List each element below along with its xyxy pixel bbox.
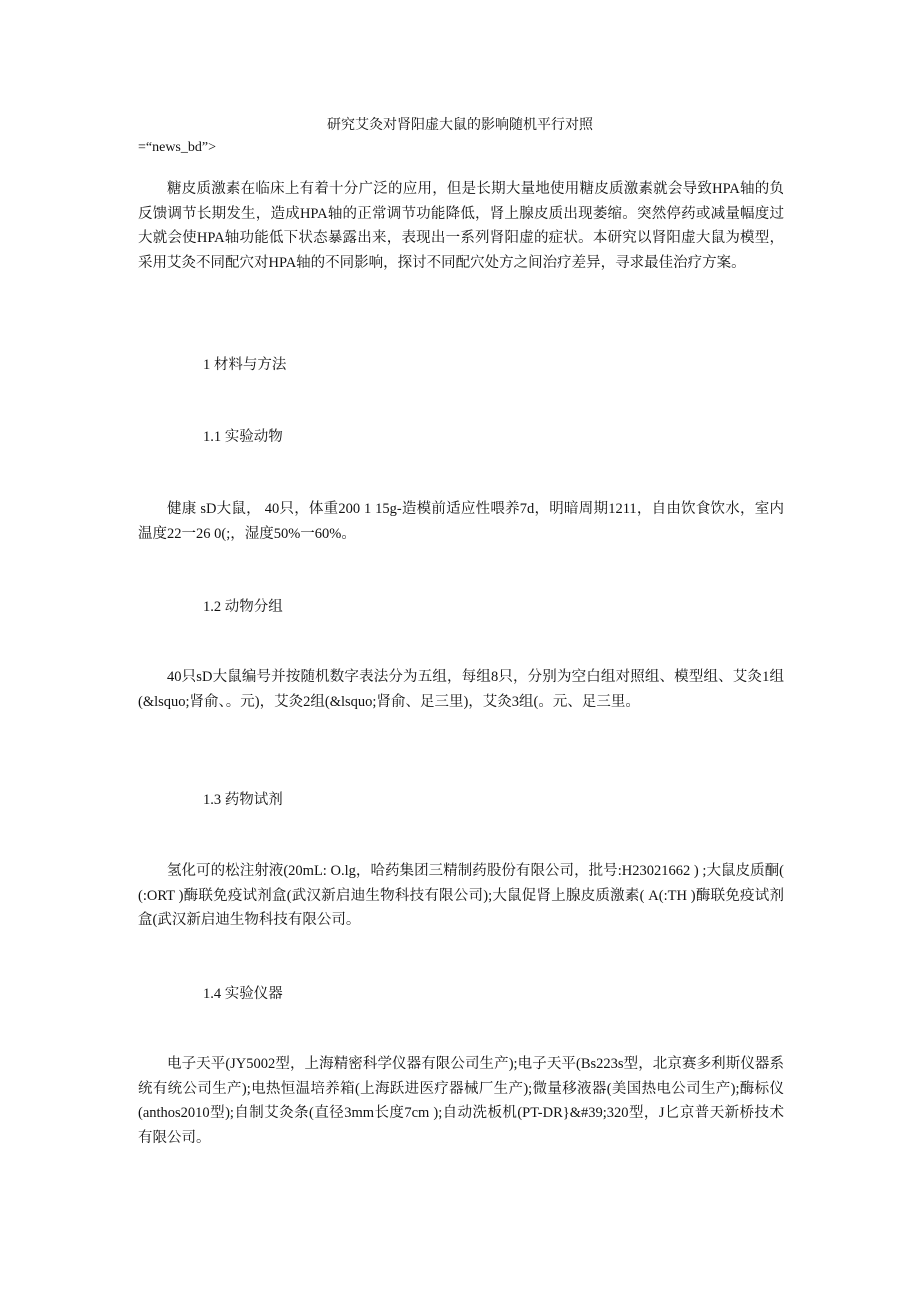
subsection-heading-grouping: 1.2 动物分组 xyxy=(203,599,283,615)
animals-paragraph: 健康 sD大鼠， 40只，体重200 1 15g-造模前适应性喂养7d，明暗周期1211，自由饮食饮水，室内温度22一26 0(;，湿度50%一60%。 xyxy=(138,501,784,542)
document-title: 研究艾灸对肾阳虚大鼠的影响随机平行对照 xyxy=(327,118,593,133)
subsection-heading-animals: 1.1 实验动物 xyxy=(203,429,283,445)
subsection-heading-reagents: 1.3 药物试剂 xyxy=(203,792,283,808)
subsection-heading-instruments: 1.4 实验仪器 xyxy=(203,986,283,1002)
grouping-paragraph: 40只sD大鼠编号并按随机数字表法分为五组，每组8只，分别为空白组对照组、模型组、艾灸1组(&lsquo;肾俞、。元)，艾灸2组(&lsquo;肾俞、足三里)，艾灸3组(。元、足三里。 xyxy=(138,669,784,710)
reagents-paragraph: 氢化可的松注射液(20mL: O.lg，哈药集团三精制药股份有限公司，批号:H23021662 ) ;大鼠皮质酮( (:ORT )酶联免疫试剂盒(武汉新启迪生物科技有限公司);大鼠促肾上腺皮质激素( A(:TH )酶联免疫试剂盒(武汉新启迪生物科技有限公司。 xyxy=(138,863,784,928)
instruments-paragraph: 电子天平(JY5002型，上海精密科学仪器有限公司生产);电子天平(Bs223s型，北京赛多利斯仪器系统有统公司生产);电热恒温培养箱(上海跃进医疗器械厂生产);微量移液器(美国热电公司生产);酶标仪(anthos2010型);自制艾灸条(直径3mm长度7cm );自动洗板机(PT-DR}&#39;320型，J匕京普天新桥技术有限公司。 xyxy=(138,1056,784,1146)
intro-paragraph: 糖皮质激素在临床上有着十分广泛的应用，但是长期大量地使用糖皮质激素就会导致HPA轴的负反馈调节长期发生，造成HPA轴的正常调节功能降低，肾上腺皮质出现萎缩。突然停药或减量幅度过大就会使HPA轴功能低下状态暴露出来，表现出一系列肾阳虚的症状。本研究以肾阳虚大鼠为模型，采用艾灸不同配穴对HPA轴的不同影响，探讨不同配穴处方之间治疗差异，寻求最佳治疗方案。 xyxy=(138,181,784,271)
section-heading-materials-methods: 1 材料与方法 xyxy=(203,357,287,373)
markup-artifact-text: =“news_bd”> xyxy=(138,140,216,155)
